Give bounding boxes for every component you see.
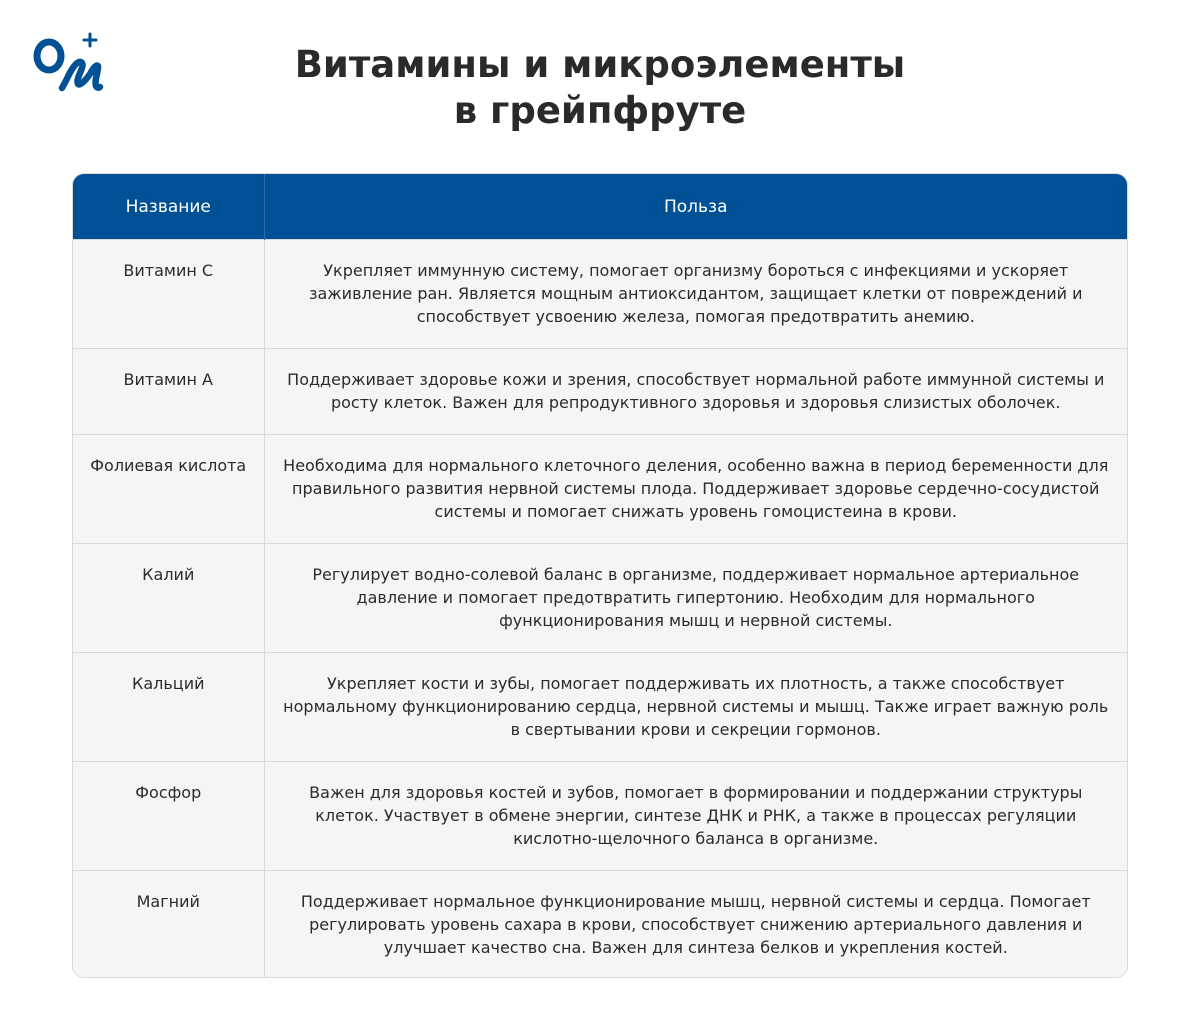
row-benefit: Поддерживает нормальное функционирование мышц, нервной системы и сердца. Помогает регулировать уровень сахара в крови, способствует снижению артериального давления и улучшает качество сна. Важен для синтеза белков и укрепления костей.	[264, 871, 1127, 979]
nutrients-table	[72, 173, 1128, 978]
row-benefit: Важен для здоровья костей и зубов, помогает в формировании и поддержании структуры клеток. Участвует в обмене энергии, синтезе ДНК и РНК, а также в процессах регуляции кислотно-щелочного баланса в организме.	[264, 762, 1127, 871]
table-row-magnesium	[73, 871, 1127, 979]
row-name: Магний	[73, 871, 264, 979]
page-title-line-1: Витамины и микроэлементы	[294, 43, 906, 86]
table-row-potassium	[73, 544, 1127, 653]
row-name: Кальций	[73, 653, 264, 762]
page-title-line-2: в грейпфруте	[453, 89, 747, 132]
table-row-calcium	[73, 653, 1127, 762]
column-header-benefit: Польза	[264, 174, 1127, 240]
row-name: Фолиевая кислота	[73, 435, 264, 544]
row-benefit: Укрепляет иммунную систему, помогает организму бороться с инфекциями и ускоряет заживление ран. Является мощным антиоксидантом, защищает клетки от повреждений и способствует усвоению железа, помогая предотвратить анемию.	[264, 240, 1127, 349]
row-name: Калий	[73, 544, 264, 653]
table-row-vitamin-c	[73, 240, 1127, 349]
page-title	[0, 42, 1200, 134]
row-name: Витамин С	[73, 240, 264, 349]
row-name: Фосфор	[73, 762, 264, 871]
column-header-name: Название	[73, 174, 264, 240]
row-name: Витамин А	[73, 349, 264, 435]
table-row-vitamin-a	[73, 349, 1127, 435]
table-header-row	[73, 174, 1127, 240]
row-benefit: Регулирует водно-солевой баланс в организме, поддерживает нормальное артериальное давление и помогает предотвратить гипертонию. Необходим для нормального функционирования мышц и нервной системы.	[264, 544, 1127, 653]
row-benefit: Укрепляет кости и зубы, помогает поддерживать их плотность, а также способствует нормальному функционированию сердца, нервной системы и мышц. Также играет важную роль в свертывании крови и секреции гормонов.	[264, 653, 1127, 762]
table-row-phosphorus	[73, 762, 1127, 871]
row-benefit: Необходима для нормального клеточного деления, особенно важна в период беременности для правильного развития нервной системы плода. Поддерживает здоровье сердечно-сосудистой системы и помогает снижать уровень гомоцистеина в крови.	[264, 435, 1127, 544]
table-row-folic-acid	[73, 435, 1127, 544]
nutrients-table-grid	[73, 174, 1127, 978]
row-benefit: Поддерживает здоровье кожи и зрения, способствует нормальной работе иммунной системы и росту клеток. Важен для репродуктивного здоровья и здоровья слизистых оболочек.	[264, 349, 1127, 435]
